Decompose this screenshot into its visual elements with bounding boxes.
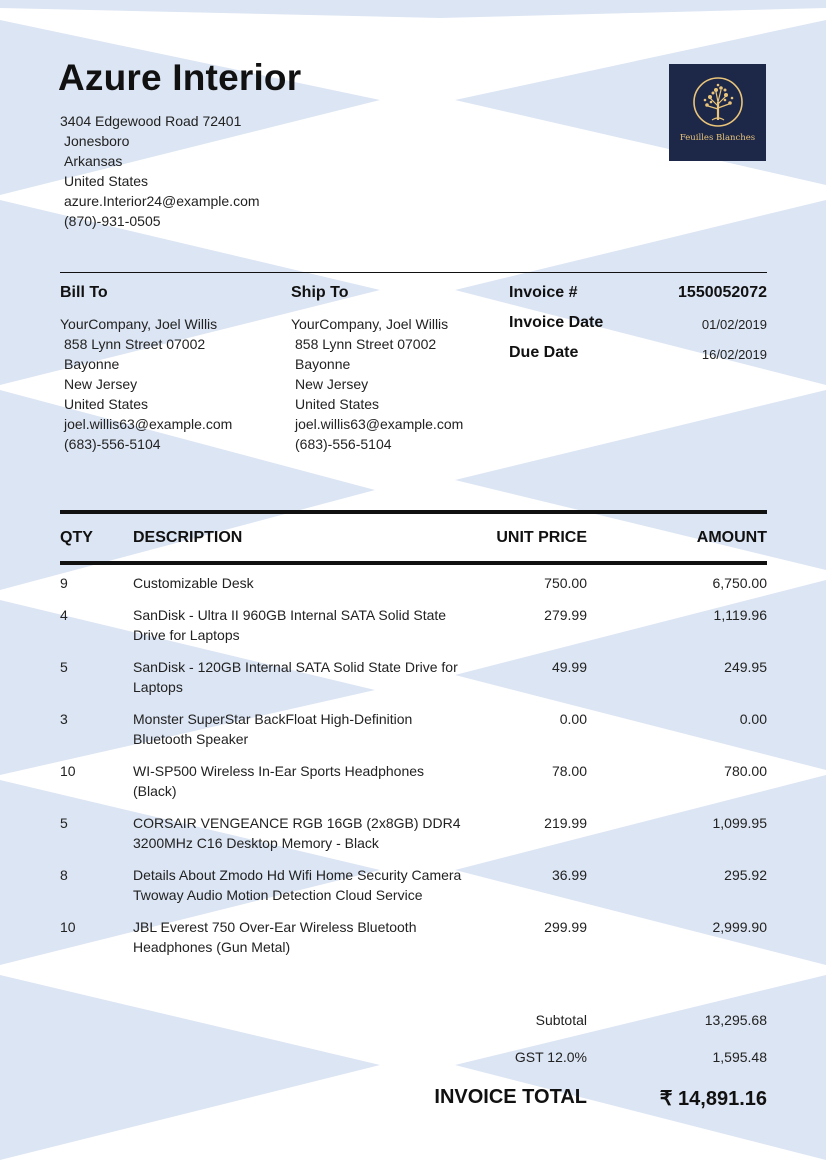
- item-unit-price: 36.99: [551, 867, 587, 883]
- invoice-total-value: ₹ 14,891.16: [659, 1088, 767, 1110]
- item-qty: 5: [60, 815, 68, 831]
- tree-icon: [692, 76, 744, 128]
- item-amount: 1,119.96: [713, 607, 767, 623]
- amount-header: AMOUNT: [696, 529, 767, 546]
- item-description: Monster SuperStar BackFloat High-Definition Bluetooth Speaker: [133, 711, 413, 747]
- ship-to-line: Bayonne: [295, 356, 351, 372]
- item-unit-price: 0.00: [559, 711, 587, 727]
- item-amount: 2,999.90: [712, 919, 767, 935]
- bill-to-line: Bayonne: [64, 356, 120, 372]
- bill-to-email: joel.willis63@example.com: [64, 416, 233, 432]
- item-qty: 4: [60, 607, 68, 623]
- item-description: CORSAIR VENGEANCE RGB 16GB (2x8GB) DDR4 3200MHz C16 Desktop Memory - Black: [133, 815, 461, 851]
- bill-to-address: [60, 314, 232, 454]
- item-unit-price: 279.99: [544, 607, 587, 623]
- ship-to-address: [291, 314, 463, 454]
- item-description: SanDisk - Ultra II 960GB Internal SATA Solid State Drive for Laptops: [133, 607, 447, 643]
- invoice-date: 01/02/2019: [701, 317, 767, 332]
- due-date: 16/02/2019: [701, 347, 767, 362]
- invoice-number-label: Invoice #: [509, 284, 578, 301]
- item-qty: 8: [60, 867, 68, 883]
- item-unit-price: 219.99: [544, 815, 587, 831]
- item-description: WI-SP500 Wireless In-Ear Sports Headphones (Black): [133, 763, 425, 799]
- item-unit-price: 49.99: [551, 659, 587, 675]
- company-address-line: United States: [64, 173, 149, 189]
- table-row: [60, 605, 767, 645]
- logo-text: Feuilles Blanches: [679, 133, 756, 143]
- unit-price-header: UNIT PRICE: [496, 529, 587, 546]
- table-row: [60, 865, 767, 905]
- company-address-line: Arkansas: [64, 153, 123, 169]
- bill-to-title: Bill To: [60, 284, 108, 301]
- ship-to-line: 858 Lynn Street 07002: [295, 336, 437, 352]
- table-row: [60, 573, 767, 593]
- item-qty: 5: [60, 659, 68, 675]
- item-qty: 10: [60, 763, 76, 779]
- item-amount: 780.00: [724, 763, 767, 779]
- ship-to-line: United States: [295, 396, 380, 412]
- bill-to-line: United States: [64, 396, 149, 412]
- item-unit-price: 78.00: [551, 763, 587, 779]
- invoice-date-label: Invoice Date: [509, 314, 604, 331]
- qty-header: QTY: [60, 529, 93, 546]
- item-amount: 1,099.95: [712, 815, 767, 831]
- item-qty: 10: [60, 919, 76, 935]
- table-row: [60, 657, 767, 697]
- item-description: Customizable Desk: [133, 575, 254, 591]
- tax-value: 1,595.48: [712, 1049, 767, 1065]
- due-date-label: Due Date: [509, 344, 579, 361]
- tax-label: GST 12.0%: [514, 1049, 587, 1065]
- company-address-line: 3404 Edgewood Road 72401: [60, 113, 242, 129]
- invoice-total-label: INVOICE TOTAL: [434, 1086, 587, 1108]
- ship-to-line: YourCompany, Joel Willis: [291, 316, 449, 332]
- item-amount: 0.00: [739, 711, 767, 727]
- item-description: JBL Everest 750 Over-Ear Wireless Bluetooth Headphones (Gun Metal): [133, 919, 417, 955]
- subtotal-label: Subtotal: [535, 1012, 587, 1028]
- company-logo: [669, 64, 766, 161]
- item-unit-price: 750.00: [544, 575, 587, 591]
- item-description: SanDisk - 120GB Internal SATA Solid State Drive for Laptops: [133, 659, 458, 695]
- item-qty: 3: [60, 711, 68, 727]
- invoice-number: 1550052072: [678, 284, 767, 301]
- table-row: [60, 917, 767, 957]
- ship-to-phone: (683)-556-5104: [295, 436, 392, 452]
- bill-to-line: New Jersey: [64, 376, 138, 392]
- company-phone: (870)-931-0505: [64, 213, 161, 229]
- company-name: Azure Interior: [58, 57, 302, 98]
- header-divider: [60, 272, 767, 273]
- ship-to-title: Ship To: [291, 284, 349, 301]
- bill-to-line: 858 Lynn Street 07002: [64, 336, 206, 352]
- bill-to-line: YourCompany, Joel Willis: [60, 316, 218, 332]
- table-header-rule: [60, 561, 767, 565]
- subtotal-value: 13,295.68: [704, 1012, 767, 1028]
- company-email: azure.Interior24@example.com: [64, 193, 260, 209]
- item-amount: 6,750.00: [712, 575, 767, 591]
- company-address: [60, 111, 260, 231]
- ship-to-line: New Jersey: [295, 376, 369, 392]
- description-header: DESCRIPTION: [133, 529, 243, 546]
- ship-to-email: joel.willis63@example.com: [295, 416, 464, 432]
- bill-to-phone: (683)-556-5104: [64, 436, 161, 452]
- item-unit-price: 299.99: [544, 919, 587, 935]
- table-row: [60, 709, 767, 749]
- item-description: Details About Zmodo Hd Wifi Home Security Camera Twoway Audio Motion Detection Cloud Service: [133, 867, 462, 903]
- item-qty: 9: [60, 575, 68, 591]
- line-items: [60, 573, 767, 969]
- table-top-rule: [60, 510, 767, 514]
- item-amount: 249.95: [724, 659, 767, 675]
- table-row: [60, 761, 767, 801]
- table-row: [60, 813, 767, 853]
- company-address-line: Jonesboro: [64, 133, 130, 149]
- item-amount: 295.92: [724, 867, 767, 883]
